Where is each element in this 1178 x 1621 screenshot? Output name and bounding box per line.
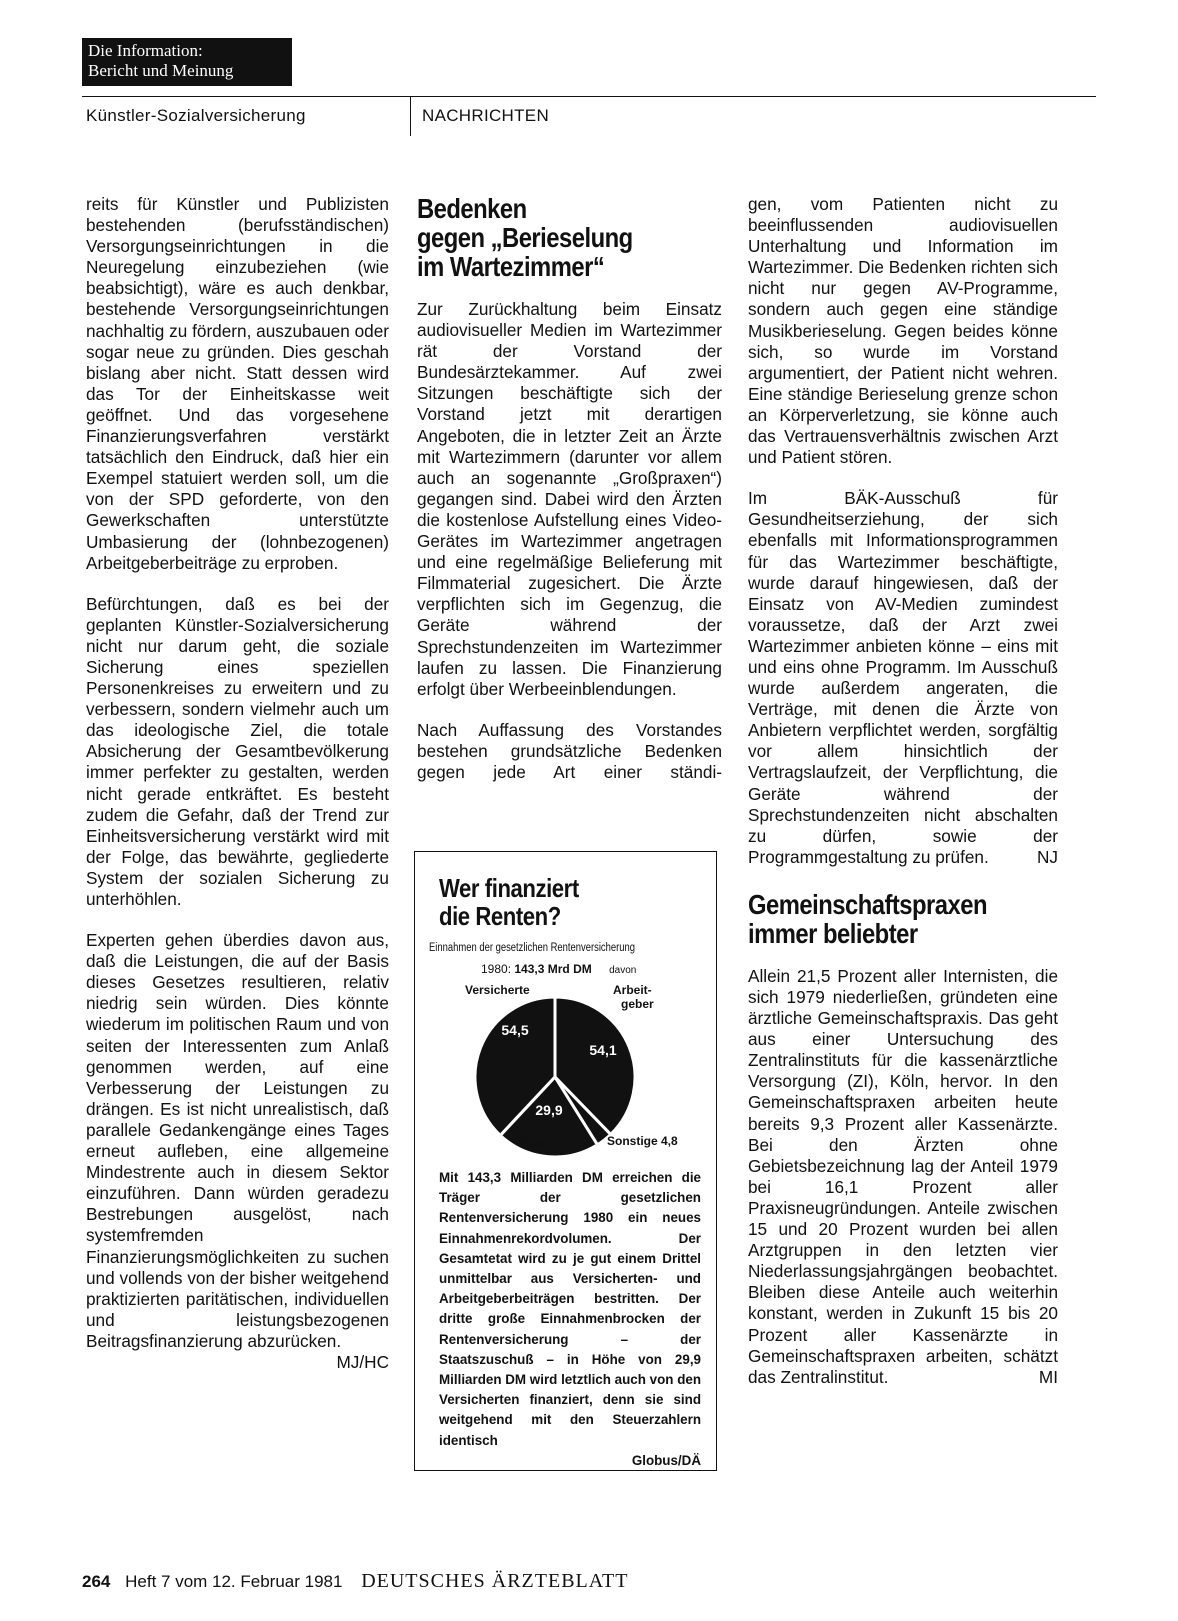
left-paragraph-2: Befürchtungen, daß es bei der geplanten Künstler-Sozialversicherung nicht nur darum geht, die soziale Sicherung eines speziellen Personenkreises zu erweitern und zu verbessern, sondern vielmehr auch um das ideologische Ziel, die totale Absicherung der Gesamtbevölkerung immer perfekter zu gestalten, werden nicht gerade entkräftet. Es besteht zudem die Gefahr, daß der Trend zur Einheitsversicherung verstärkt wird mit der Folge, das bewährte, gegliederte System der sozialen Sicherung zu unterhöhlen. bbox=[86, 593, 389, 909]
pie-category-label: Arbeit- bbox=[613, 983, 652, 997]
badge-line-2: Bericht und Meinung bbox=[88, 61, 234, 80]
headline-line-3: im Wartezimmer“ bbox=[417, 251, 605, 282]
pie-category-label: geber bbox=[621, 997, 654, 1011]
article-2-headline-line-2: immer beliebter bbox=[748, 917, 918, 949]
article-2-headline-line-1: Gemeinschaftspraxen bbox=[748, 888, 987, 920]
infobox-title bbox=[439, 874, 579, 930]
article-1-headline bbox=[417, 194, 676, 281]
left-column bbox=[86, 194, 389, 1373]
pie-category-label: Sonstige 4,8 bbox=[607, 1134, 678, 1148]
article-1-continuation-1: gen, vom Patienten nicht zu beeinflussenden audiovisuellen Unterhaltung und Information im Wartezimmer. Die Bedenken richten sich nicht nur gegen AV-Programme, sondern auch gegen eine ständige Musikberieselung. Gegen beides könne sich, so wurde im Vorstand argumentiert, der Patient nicht wehren. Eine ständige Berieselung grenze schon an Körperverletzung, sie könne auch das Vertrauensverhältnis zwischen Arzt und Patient stören. bbox=[748, 194, 1058, 468]
article-2-headline bbox=[748, 890, 1012, 948]
article-1-paragraph-2: Nach Auffassung des Vorstandes bestehen grundsätzliche Bedenken gegen jede Art einer ständi- bbox=[417, 719, 722, 782]
pie-value-label: 29,9 bbox=[535, 1102, 563, 1118]
pie-category-label: Versicherte bbox=[465, 983, 530, 997]
section-badge bbox=[82, 38, 292, 86]
chart-year: 1980: bbox=[481, 962, 512, 976]
pie-chart bbox=[415, 982, 715, 1162]
chart-davon: davon bbox=[609, 965, 637, 976]
infobox-title-line-1: Wer finanziert bbox=[439, 873, 579, 903]
page-number: 264 bbox=[82, 1572, 111, 1591]
column-divider bbox=[410, 96, 411, 136]
journal-name: DEUTSCHES ÄRZTEBLATT bbox=[361, 1570, 629, 1592]
left-paragraph-3 bbox=[86, 930, 389, 1372]
article-2-text bbox=[748, 966, 1058, 1388]
pie-category-label: Staat bbox=[519, 1136, 549, 1150]
left-section-label: Künstler-Sozialversicherung bbox=[86, 106, 306, 125]
chart-subtitle: Einnahmen der gesetzlichen Rentenversicherung bbox=[429, 942, 636, 954]
top-rule bbox=[82, 96, 1096, 97]
left-paragraph-3-text: Experten gehen überdies davon aus, daß die Leistungen, die auf der Basis dieses Gesetzes resultieren, relativ niedrig sein würden. Dies könnte wiederum im politischen Raum und von seiten der Interessenten zum Anlaß genommen werden, auf eine Verbesserung der Leistungen zu drängen. Es ist nicht unrealistisch, daß parallele Gedankengänge eines Tages erneut aufleben, eine allgemeine Mindestrente auch in diesem Sektor einzuführen. Dann würden geradezu Bestrebungen ausgelöst, nach systemfremden Finanzierungsmöglichkeiten zu suchen und vollends von der bisher weitgehend praktizierten paritätischen, individuellen und leistungsbezogenen Beitragsfinanzierung abzurücken. bbox=[86, 930, 389, 1351]
article-1-paragraph-1: Zur Zurückhaltung beim Einsatz audiovisueller Medien im Wartezimmer rät der Vorstand der Bundesärztekammer. Auf zwei Sitzungen beschäftigte sich der Vorstand jetzt mit derartigen Angeboten, die in letzter Zeit an Ärzte mit Wartezimmern (darunter vor allem auch an sogenannte „Großpraxen“) gegangen sind. Dabei wird den Ärzten die kostenlose Aufstellung eines Video-Gerätes im Wartezimmer angetragen und eine regelmäßige Belieferung mit Filmmaterial zugesichert. Die Ärzte verpflichten sich im Gegenzug, die Geräte während der Sprechstundenzeiten im Wartezimmer laufen zu lassen. Die Finanzierung erfolgt über Werbeeinblendungen. bbox=[417, 299, 722, 699]
left-paragraph-1: reits für Künstler und Publizisten bestehenden (berufsständischen) Versorgungseinrichtungen in die Neuregelung einzubeziehen (wie beabsichtigt), wäre es auch denkbar, bestehende Versorgungseinrichtungen nachhaltig zu fördern, auszubauen oder sogar neue zu gründen. Dies geschah bislang aber nicht. Statt dessen wird das Tor der Einheitskasse weit geöffnet. Und das vorgesehene Finanzierungsverfahren verstärkt tatsächlich den Eindruck, daß hier ein Exempel statuiert werden soll, um die von der SPD geforderte, von den Gewerkschaften unterstützte Umbasierung der (lohnbezogenen) Arbeitgeberbeiträge zu erproben. bbox=[86, 194, 389, 573]
headline-line-1: Bedenken bbox=[417, 193, 527, 224]
infobox-source: Globus/DÄ bbox=[631, 1452, 701, 1468]
chart-total bbox=[481, 962, 636, 976]
article-1-continuation-2 bbox=[748, 488, 1058, 868]
pie-value-label: 54,5 bbox=[501, 1022, 529, 1038]
infobox bbox=[414, 851, 717, 1471]
right-section-label: NACHRICHTEN bbox=[422, 106, 550, 125]
infobox-caption-text: Mit 143,3 Milliarden DM erreichen die Träger der gesetzlichen Rentenversicherung 1980 ein neues Einnahmenrekordvolumen. Der Gesamtetat wird zu je gut einem Drittel unmittelbar aus Versicherten- und Arbeitgeberbeiträgen bestritten. Der dritte große Einnahmenbrocken der Rentenversicherung – der Staatszuschuß – in Höhe von 29,9 Milliarden DM wird letztlich auch von den Versicherten finanziert, denn sie sind weitgehend mit den Steuerzahlern identisch bbox=[439, 1170, 701, 1448]
article-2-signature: MI bbox=[1038, 1366, 1058, 1387]
article-1-signature: NJ bbox=[1036, 846, 1058, 867]
pie-value-label: 54,1 bbox=[589, 1042, 617, 1058]
badge-line-1: Die Information: bbox=[88, 41, 203, 60]
left-signature: MJ/HC bbox=[336, 1351, 389, 1372]
headline-line-2: gegen „Berieselung bbox=[417, 222, 633, 253]
article-1-continuation-2-text: Im BÄK-Ausschuß für Gesundheitserziehung, der sich ebenfalls mit Informationsprogrammen für das Wartezimmer beschäftigte, wurde darauf hingewiesen, daß der Einsatz von AV-Medien zumindest voraussetze, daß der Arzt zwei Wartezimmer anbieten könne – eins mit und eins ohne Programm. Im Ausschuß wurde außerdem angeraten, die Verträge, mit denen die Ärzte von Anbietern verpflichtet werden, sorgfältig vor allem hinsichtlich der Vertragslaufzeit, der Verpflichtung, die Geräte während der Sprechstundenzeiten nicht abschalten zu dürfen, sowie der Programmgestaltung zu prüfen. bbox=[748, 488, 1058, 867]
page-footer bbox=[82, 1570, 628, 1593]
infobox-title-line-2: die Renten? bbox=[439, 901, 561, 931]
chart-total-amount: 143,3 Mrd DM bbox=[514, 962, 592, 976]
infobox-caption bbox=[439, 1168, 701, 1471]
right-column bbox=[748, 194, 1058, 1408]
article-1 bbox=[417, 194, 722, 803]
article-2-text-body: Allein 21,5 Prozent aller Internisten, die sich 1979 niederließen, gründeten eine ärztliche Gemeinschaftspraxis. Das geht aus einer Untersuchung des Zentralinstituts für die kassenärztliche Versorgung (ZI), Köln, hervor. In den Gemeinschaftspraxen arbeiten heute bereits 9,3 Prozent aller Kassenärzte. Bei den Ärzten ohne Gebietsbezeichnung lag der Anteil 1979 bei 16,1 Prozent aller Praxisneugründungen. Anteile zwischen 15 und 20 Prozent wurden bei allen Arztgruppen in den letzten vier Niederlassungsjahrgängen beobachtet. Bleiben diese Anteile auch weiterhin konstant, werden in Zukunft 15 bis 20 Prozent aller Kassenärzte in Gemeinschaftspraxen arbeiten, schätzt das Zentralinstitut. bbox=[748, 965, 1058, 1387]
issue-info: Heft 7 vom 12. Februar 1981 bbox=[125, 1572, 343, 1591]
